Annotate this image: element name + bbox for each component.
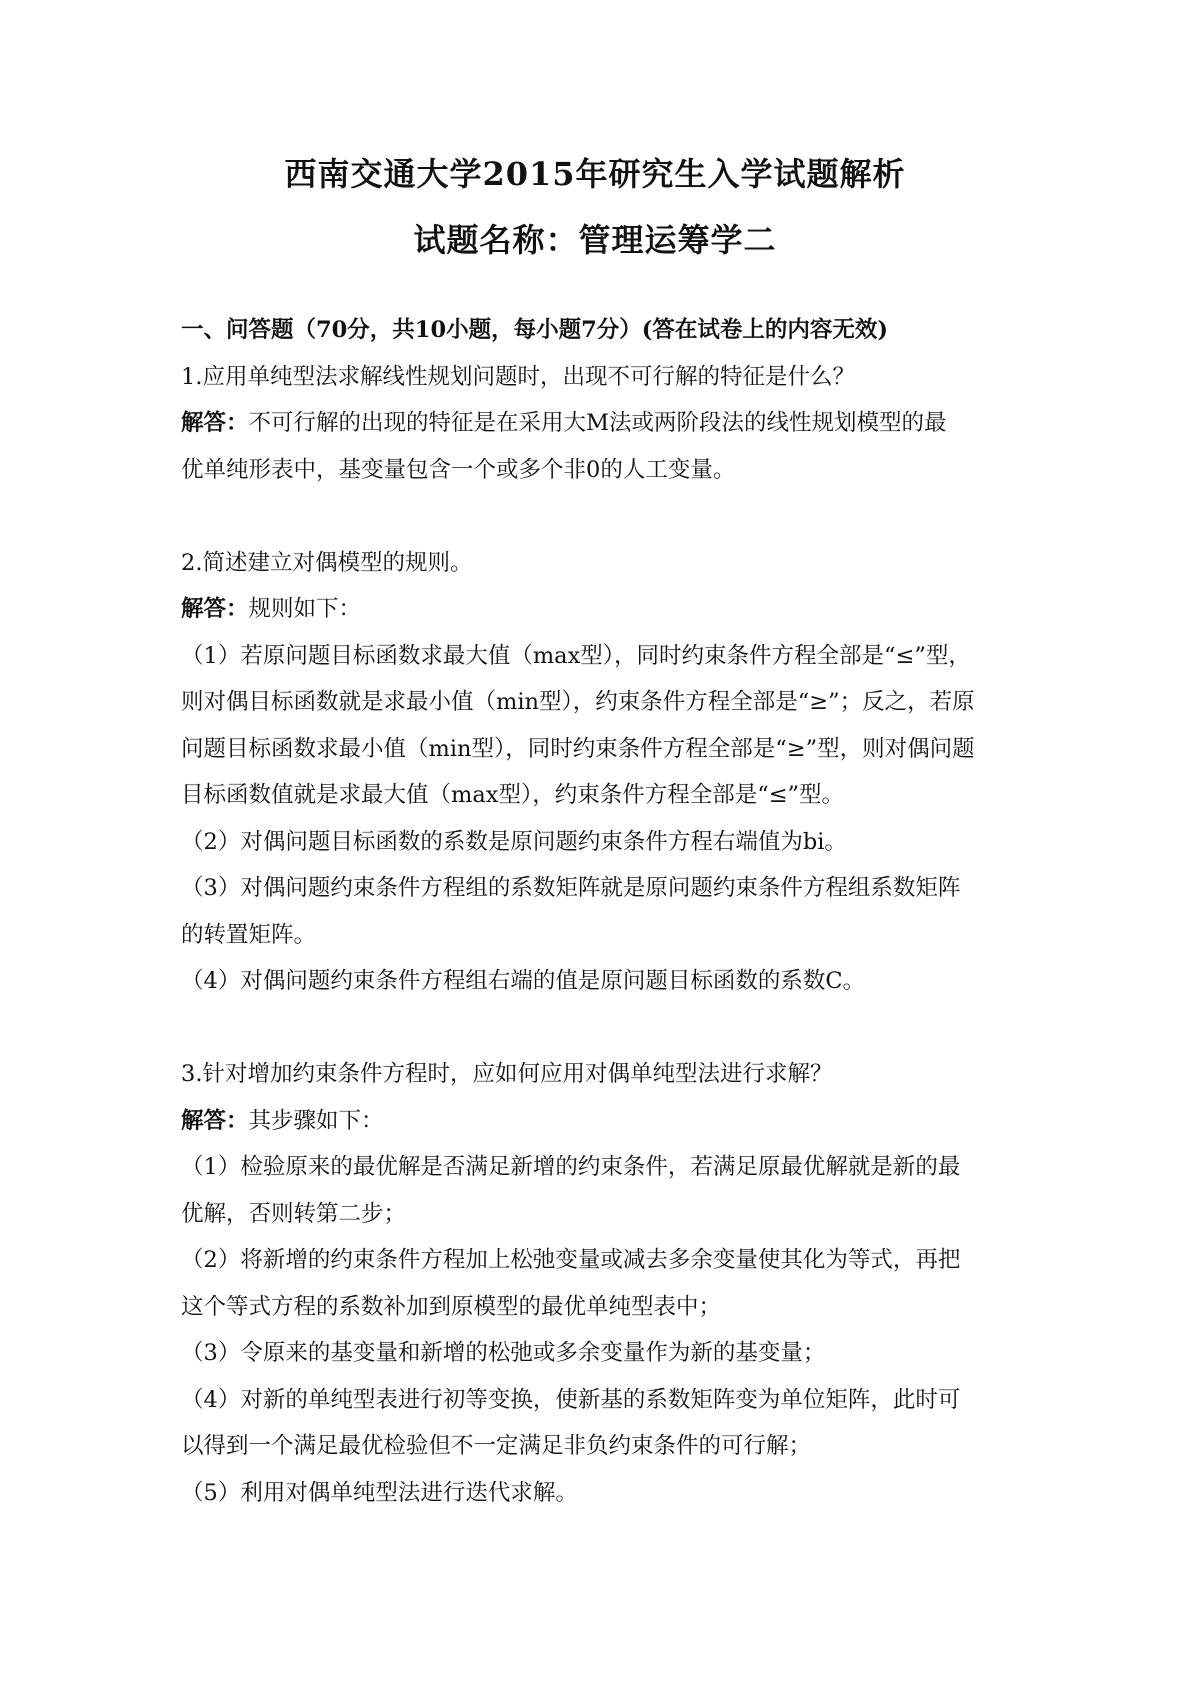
question-2: 2.简述建立对偶模型的规则。 [181,549,473,576]
section-heading: 一、问答题（70分，共10小题，每小题7分）(答在试卷上的内容无效) [181,317,889,343]
answer-3-line-1: （1）检验原来的最优解是否满足新增的约束条件，若满足原最优解就是新的最 [181,1154,961,1180]
answer-2-line-4: 目标函数值就是求最大值（max型），约束条件方程全部是“≤”型。 [181,782,845,808]
answer-label: 解答： [181,1107,249,1134]
answer-2-line-6: （3）对偶问题约束条件方程组的系数矩阵就是原问题约束条件方程组系数矩阵 [181,875,961,901]
answer-3-line-7: 以得到一个满足最优检验但不一定满足非负约束条件的可行解； [181,1433,812,1459]
question-1: 1.应用单纯型法求解线性规划问题时，出现不可行解的特征是什么？ [181,363,855,390]
answer-2-line-5: （2）对偶问题目标函数的系数是原问题约束条件方程右端值为bi。 [181,828,847,855]
answer-3-line-5: （3）令原来的基变量和新增的松弛或多余变量作为新的基变量； [181,1340,826,1366]
answer-3-line-4: 这个等式方程的系数补加到原模型的最优单纯型表中； [181,1293,722,1320]
answer-2-intro [181,586,1021,633]
answer-2-line-3: 问题目标函数求最小值（min型），同时约束条件方程全部是“≥”型，则对偶问题 [181,735,975,762]
answer-2-line-1: （1）若原问题目标函数求最大值（max型），同时约束条件方程全部是“≤”型， [181,642,971,669]
answer-3-line-8: （5）利用对偶单纯型法进行迭代求解。 [181,1479,578,1506]
answer-2-line-8: （4）对偶问题约束条件方程组右端的值是原问题目标函数的系数C。 [181,968,866,994]
answer-3-line-2: 优解，否则转第二步； [181,1200,407,1227]
document-title: 西南交通大学2015年研究生入学试题解析 [284,155,906,193]
answer-2-line-2: 则对偶目标函数就是求最小值（min型），约束条件方程全部是“≥”；反之，若原 [181,689,975,715]
document-body [181,307,1021,1516]
answer-2-line-7: 的转置矩阵。 [181,921,317,948]
paragraph-gap [181,493,1021,540]
answer-label: 解答： [181,410,249,436]
answer-3-line-3: （2）将新增的约束条件方程加上松弛变量或减去多余变量使其化为等式，再把 [181,1247,961,1273]
question-3: 3.针对增加约束条件方程时，应如何应用对偶单纯型法进行求解？ [181,1061,833,1087]
answer-3-intro-text: 其步骤如下： [248,1107,384,1134]
answer-1-text: 不可行解的出现的特征是在采用大M法或两阶段法的线性规划模型的最 [248,410,947,436]
answer-1-line-1 [181,400,1021,447]
document-subtitle: 试题名称：管理运筹学二 [413,221,777,259]
answer-label: 解答： [181,596,249,622]
answer-1-line-2: 优单纯形表中，基变量包含一个或多个非0的人工变量。 [181,456,736,483]
answer-2-intro-text: 规则如下： [248,596,362,622]
answer-3-intro [181,1098,1021,1145]
answer-3-line-6: （4）对新的单纯型表进行初等变换，使新基的系数矩阵变为单位矩阵，此时可 [181,1386,961,1413]
paragraph-gap [181,1005,1021,1052]
